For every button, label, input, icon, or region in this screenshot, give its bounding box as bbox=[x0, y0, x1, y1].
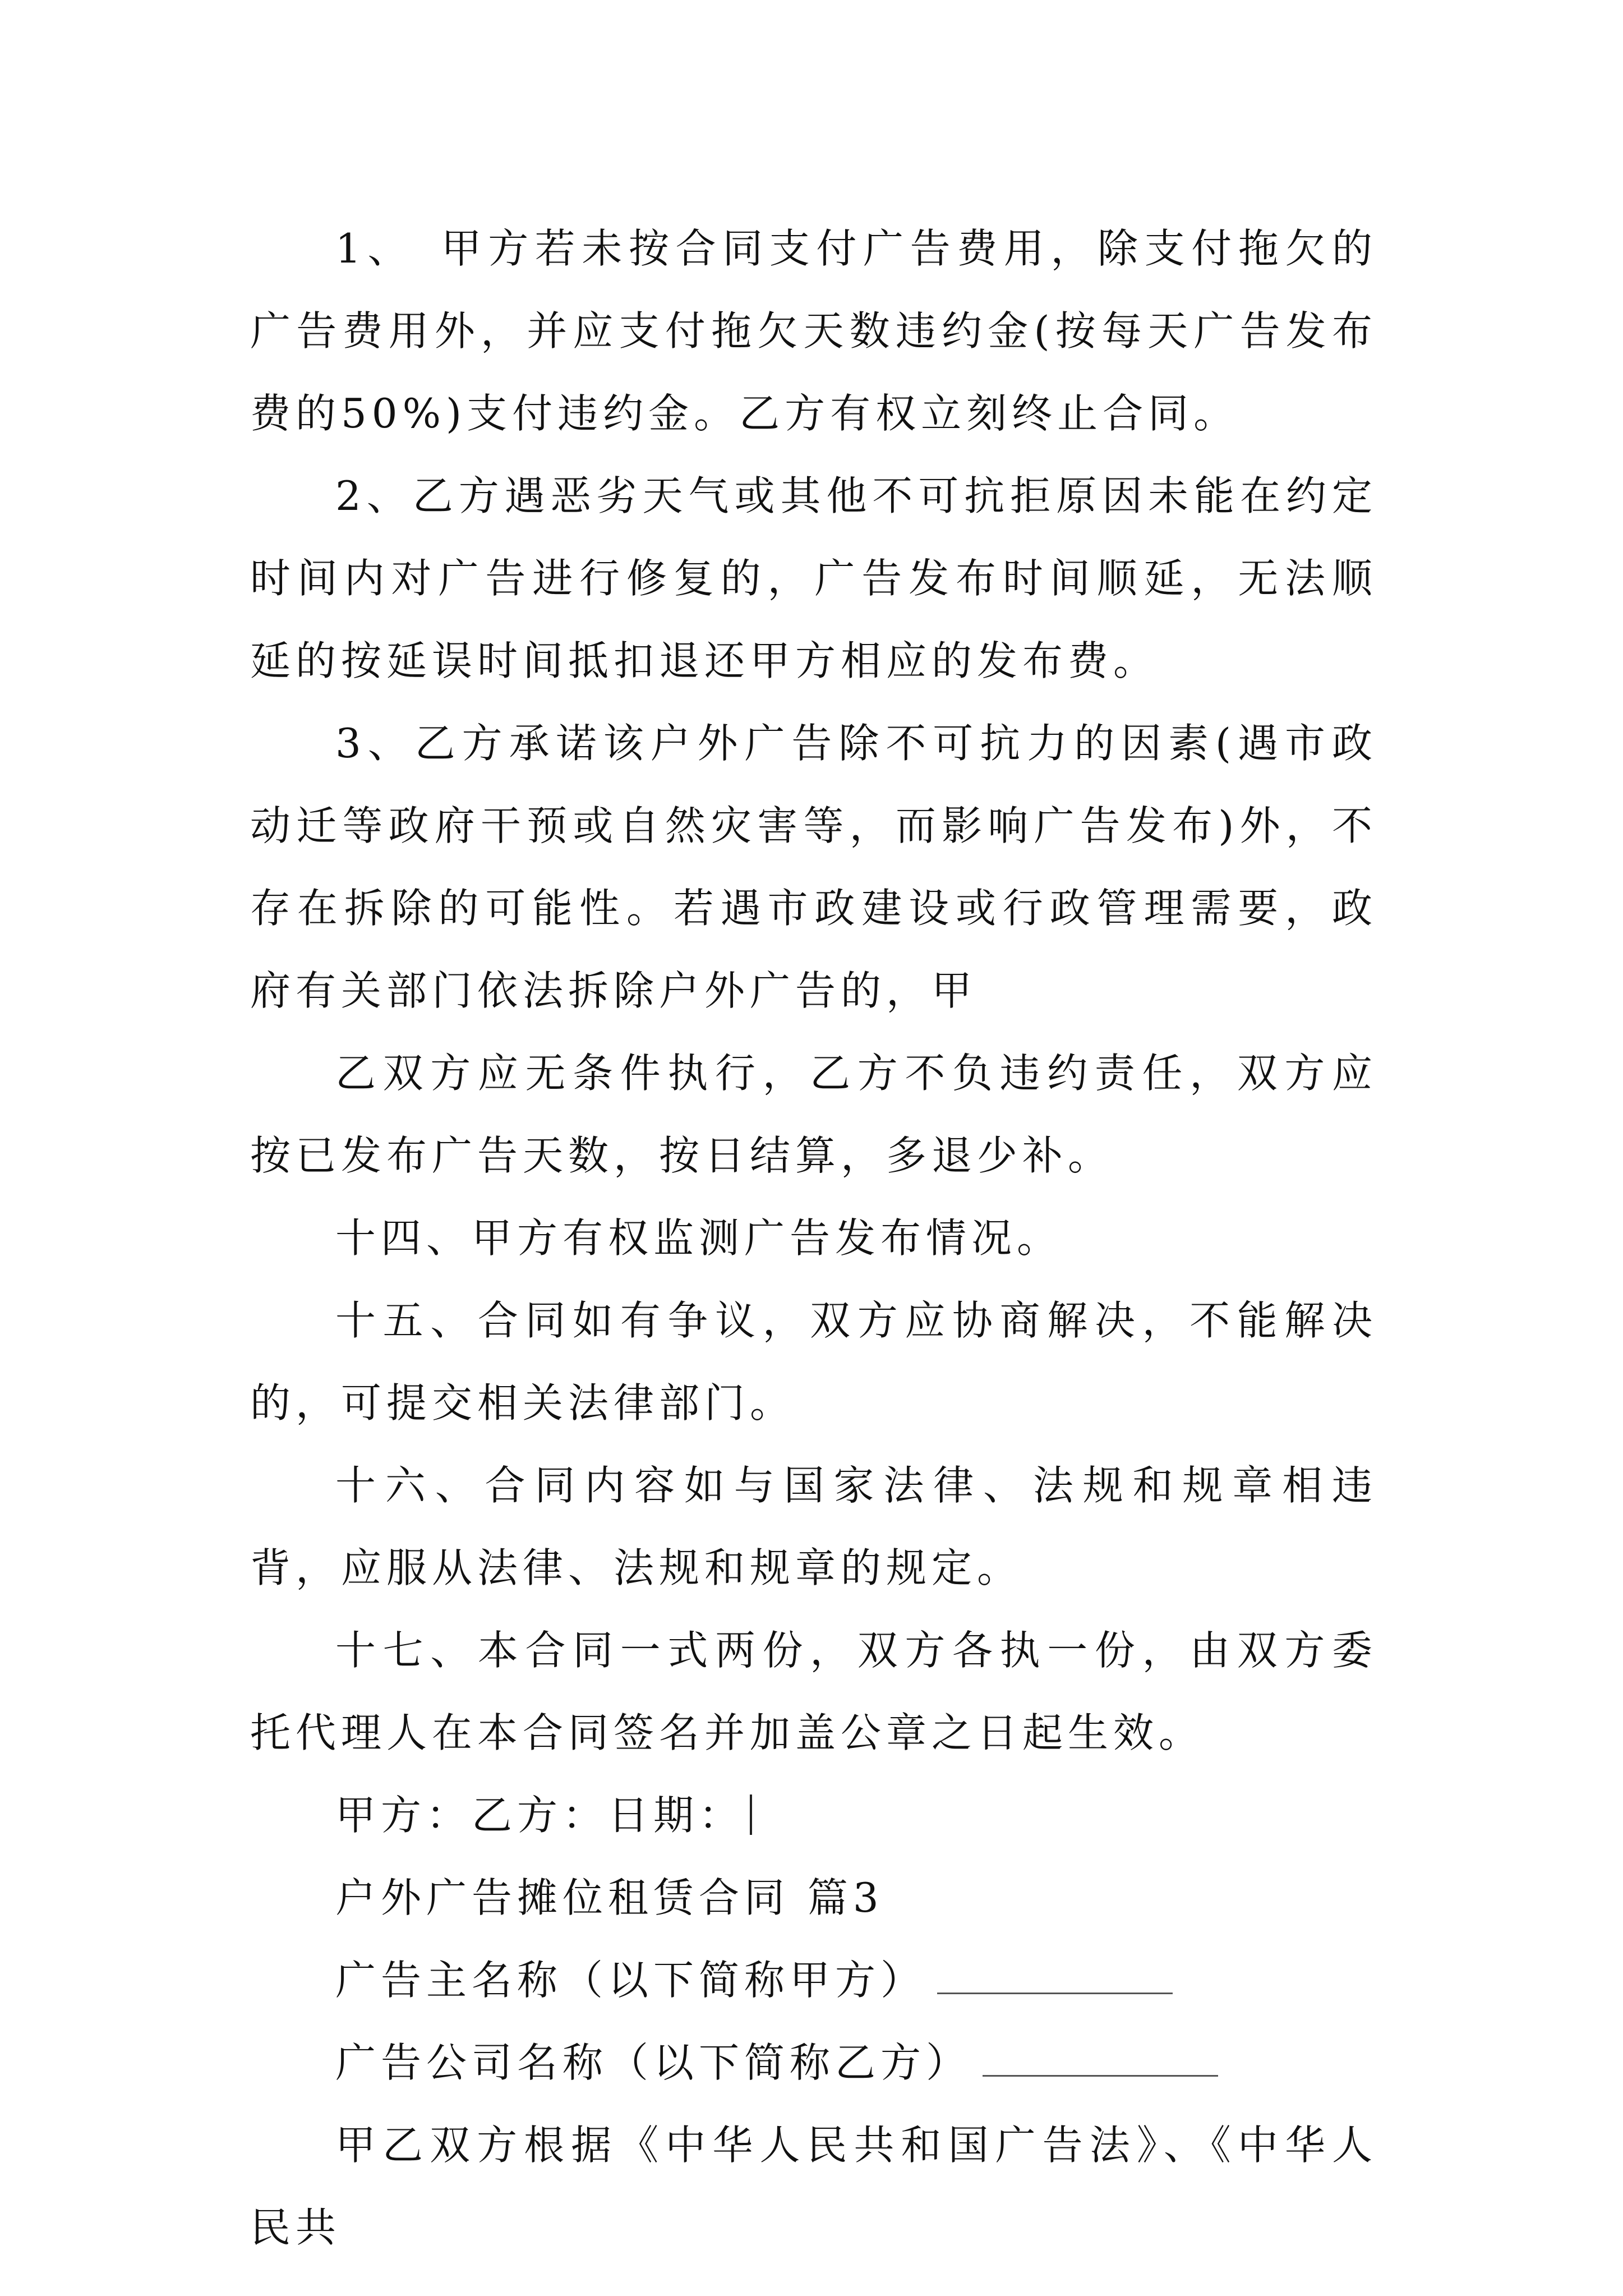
text-cursor bbox=[750, 1795, 752, 1835]
agency-label: 广告公司名称（以下简称乙方） bbox=[335, 2039, 972, 2086]
document-body bbox=[250, 208, 1377, 2269]
agency-name-line bbox=[250, 2022, 1377, 2104]
paragraph-3: 3、乙方承诺该户外广告除不可抗力的因素(遇市政动迁等政府干预或自然灾害等，而影响广告发布)外，不存在拆除的可能性。若遇市政建设或行政管理需要，政府有关部门依法拆除户外广告的，甲 bbox=[250, 720, 1377, 1014]
advertiser-label: 广告主名称（以下简称甲方） bbox=[335, 1957, 926, 2004]
closing-paragraph: 甲乙双方根据《中华人民共和国广告法》、《中华人民共 bbox=[250, 2122, 1377, 2251]
advertiser-blank bbox=[937, 1959, 1173, 1994]
paragraph-1: 1、 甲方若未按合同支付广告费用，除支付拖欠的广告费用外，并应支付拖欠天数违约金(按每天广告发布费的50%)支付违约金。乙方有权立刻终止合同。 bbox=[250, 225, 1377, 437]
signature-text: 甲方：乙方：日期： bbox=[335, 1792, 745, 1839]
clause-15: 十五、合同如有争议，双方应协商解决，不能解决的，可提交相关法律部门。 bbox=[250, 1297, 1377, 1427]
advertiser-name-line bbox=[250, 1939, 1377, 2022]
signature-line bbox=[250, 1774, 1377, 1857]
clause-14: 十四、甲方有权监测广告发布情况。 bbox=[335, 1214, 1063, 1262]
paragraph-4: 乙双方应无条件执行，乙方不负违约责任，双方应按已发布广告天数，按日结算，多退少补。 bbox=[250, 1050, 1377, 1179]
section-title: 户外广告摊位租赁合同 篇3 bbox=[335, 1874, 884, 1921]
paragraph-2: 2、乙方遇恶劣天气或其他不可抗拒原因未能在约定时间内对广告进行修复的，广告发布时间顺延，无法顺延的按延误时间抵扣退还甲方相应的发布费。 bbox=[250, 472, 1377, 684]
agency-blank bbox=[983, 2041, 1218, 2077]
clause-17: 十七、本合同一式两份，双方各执一份，由双方委托代理人在本合同签名并加盖公章之日起生效。 bbox=[250, 1627, 1377, 1756]
clause-16: 十六、合同内容如与国家法律、法规和规章相违背，应服从法律、法规和规章的规定。 bbox=[250, 1462, 1377, 1591]
